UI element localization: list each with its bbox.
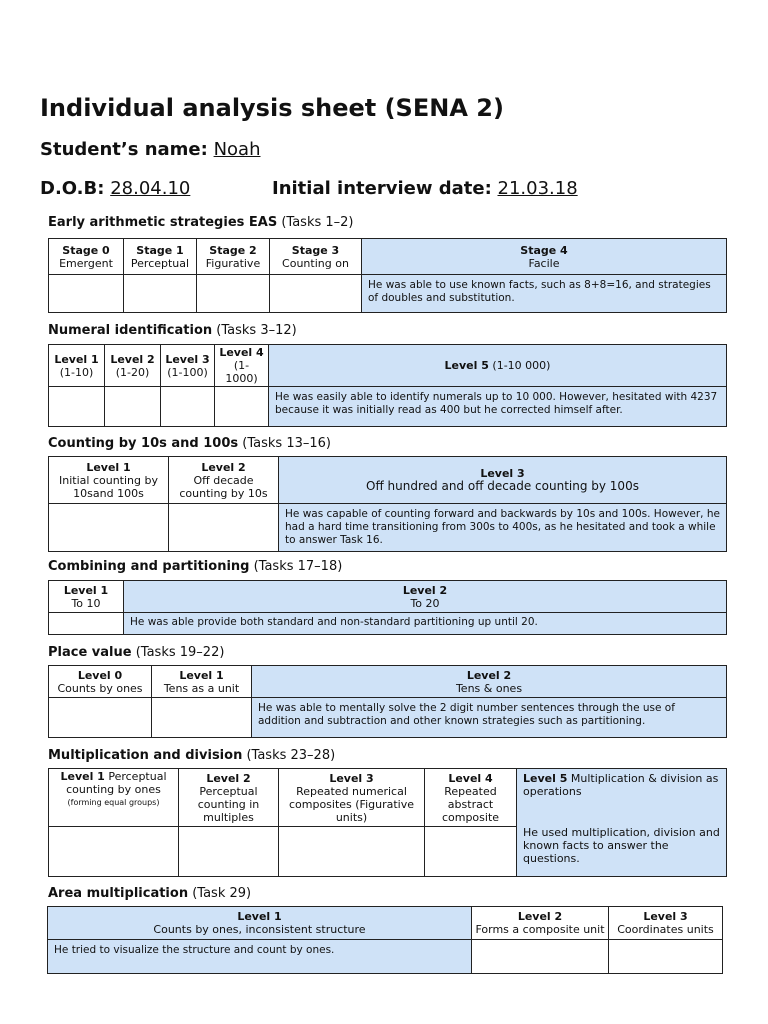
numeral-heading — [48, 323, 297, 338]
area-level-1: Level 1 Counts by ones, inconsistent structure — [48, 907, 472, 940]
mult-level-2: Level 2 Perceptual counting in multiples — [179, 769, 279, 827]
place-level-1: Level 1 Tens as a unit — [152, 666, 252, 698]
numeral-empty-cell — [161, 387, 215, 427]
place-tasks: (Tasks 19–22) — [135, 645, 225, 660]
mult-level-4: Level 4 Repeated abstract composite — [425, 769, 517, 827]
mult-heading — [48, 748, 335, 763]
numeral-title: Numeral identification — [48, 323, 213, 338]
student-name-value: Noah — [213, 139, 261, 160]
eas-stage-4: Stage 4 Facile — [362, 239, 727, 275]
area-empty-cell — [472, 940, 609, 974]
eas-table — [48, 238, 727, 313]
counting-heading — [48, 436, 331, 451]
mult-empty-cell — [49, 827, 179, 877]
numeral-empty-cell — [215, 387, 269, 427]
counting-empty-cell — [169, 504, 279, 552]
dob-value: 28.04.10 — [110, 178, 191, 199]
eas-heading — [48, 215, 354, 230]
place-title: Place value — [48, 645, 132, 660]
mult-level-5: Level 5 Multiplication & division as operations He used multiplication, division and known facts to answer the questions. — [517, 769, 727, 877]
counting-empty-cell — [49, 504, 169, 552]
area-level-3: Level 3 Coordinates units — [609, 907, 723, 940]
interview-label: Initial interview date: — [272, 178, 492, 199]
numeral-note: He was easily able to identify numerals up to 10 000. However, hesitated with 4237 because it was initially read as 400 but he corrected himself after. — [269, 387, 727, 427]
eas-empty-cell — [49, 275, 124, 313]
mult-tasks: (Tasks 23–28) — [246, 748, 336, 763]
area-note: He tried to visualize the structure and count by ones. — [48, 940, 472, 974]
student-name-label: Student’s name: — [40, 139, 208, 160]
counting-tasks: (Tasks 13–16) — [242, 436, 331, 451]
eas-empty-cell — [197, 275, 270, 313]
eas-note: He was able to use known facts, such as 8+8=16, and strategies of doubles and substitution. — [362, 275, 727, 313]
eas-tasks: (Tasks 1–2) — [281, 215, 354, 230]
mult-level-3: Level 3 Repeated numerical composites (Figurative units) — [279, 769, 425, 827]
place-heading — [48, 645, 224, 660]
mult-level-1: Level 1 Perceptual counting by ones (forming equal groups) — [49, 769, 179, 827]
combining-note: He was able provide both standard and non-standard partitioning up until 20. — [124, 613, 727, 635]
interview-value: 21.03.18 — [497, 178, 578, 199]
mult-note: He used multiplication, division and known facts to answer the questions. — [523, 826, 720, 865]
mult-empty-cell — [425, 827, 517, 877]
counting-title: Counting by 10s and 100s — [48, 436, 239, 451]
eas-empty-cell — [270, 275, 362, 313]
combining-title: Combining and partitioning — [48, 559, 250, 574]
area-table — [47, 906, 723, 974]
dob-label: D.O.B: — [40, 178, 105, 199]
counting-note: He was capable of counting forward and backwards by 10s and 100s. However, he had a hard time transitioning from 300s to 400s, as he hesitated and took a while to answer Task 16. — [279, 504, 727, 552]
place-table — [48, 665, 727, 738]
place-level-0: Level 0 Counts by ones — [49, 666, 152, 698]
numeral-tasks: (Tasks 3–12) — [216, 323, 297, 338]
combining-heading — [48, 559, 342, 574]
mult-title: Multiplication and division — [48, 748, 243, 763]
counting-table — [48, 456, 727, 552]
interview-line — [272, 178, 578, 199]
mult-empty-cell — [179, 827, 279, 877]
place-empty-cell — [152, 698, 252, 738]
eas-stage-1: Stage 1 Perceptual — [124, 239, 197, 275]
counting-level-3: Level 3 Off hundred and off decade counting by 100s — [279, 457, 727, 504]
eas-title: Early arithmetic strategies EAS — [48, 215, 278, 230]
numeral-table — [48, 344, 727, 427]
eas-stage-3: Stage 3 Counting on — [270, 239, 362, 275]
area-empty-cell — [609, 940, 723, 974]
dob-line — [40, 178, 190, 199]
combining-level-2: Level 2 To 20 — [124, 581, 727, 613]
combining-table — [48, 580, 727, 635]
numeral-level-3: Level 3 (1-100) — [161, 345, 215, 387]
page-title: Individual analysis sheet (SENA 2) — [40, 94, 504, 122]
place-empty-cell — [49, 698, 152, 738]
area-heading — [48, 886, 251, 901]
numeral-empty-cell — [49, 387, 105, 427]
student-name-line — [40, 139, 261, 160]
place-note: He was able to mentally solve the 2 digit number sentences through the use of addition and subtraction and other known strategies such as partitioning. — [252, 698, 727, 738]
eas-empty-cell — [124, 275, 197, 313]
place-level-2: Level 2 Tens & ones — [252, 666, 727, 698]
numeral-level-4: Level 4 (1-1000) — [215, 345, 269, 387]
numeral-empty-cell — [105, 387, 161, 427]
combining-level-1: Level 1 To 10 — [49, 581, 124, 613]
mult-table — [48, 768, 727, 877]
combining-tasks: (Tasks 17–18) — [253, 559, 343, 574]
area-tasks: (Task 29) — [192, 886, 252, 901]
counting-level-1: Level 1 Initial counting by 10sand 100s — [49, 457, 169, 504]
eas-stage-0: Stage 0 Emergent — [49, 239, 124, 275]
numeral-level-2: Level 2 (1-20) — [105, 345, 161, 387]
counting-level-2: Level 2 Off decade counting by 10s — [169, 457, 279, 504]
mult-empty-cell — [279, 827, 425, 877]
area-level-2: Level 2 Forms a composite unit — [472, 907, 609, 940]
numeral-level-1: Level 1 (1-10) — [49, 345, 105, 387]
numeral-level-5: Level 5 (1-10 000) — [269, 345, 727, 387]
eas-stage-2: Stage 2 Figurative — [197, 239, 270, 275]
combining-empty-cell — [49, 613, 124, 635]
area-title: Area multiplication — [48, 886, 189, 901]
